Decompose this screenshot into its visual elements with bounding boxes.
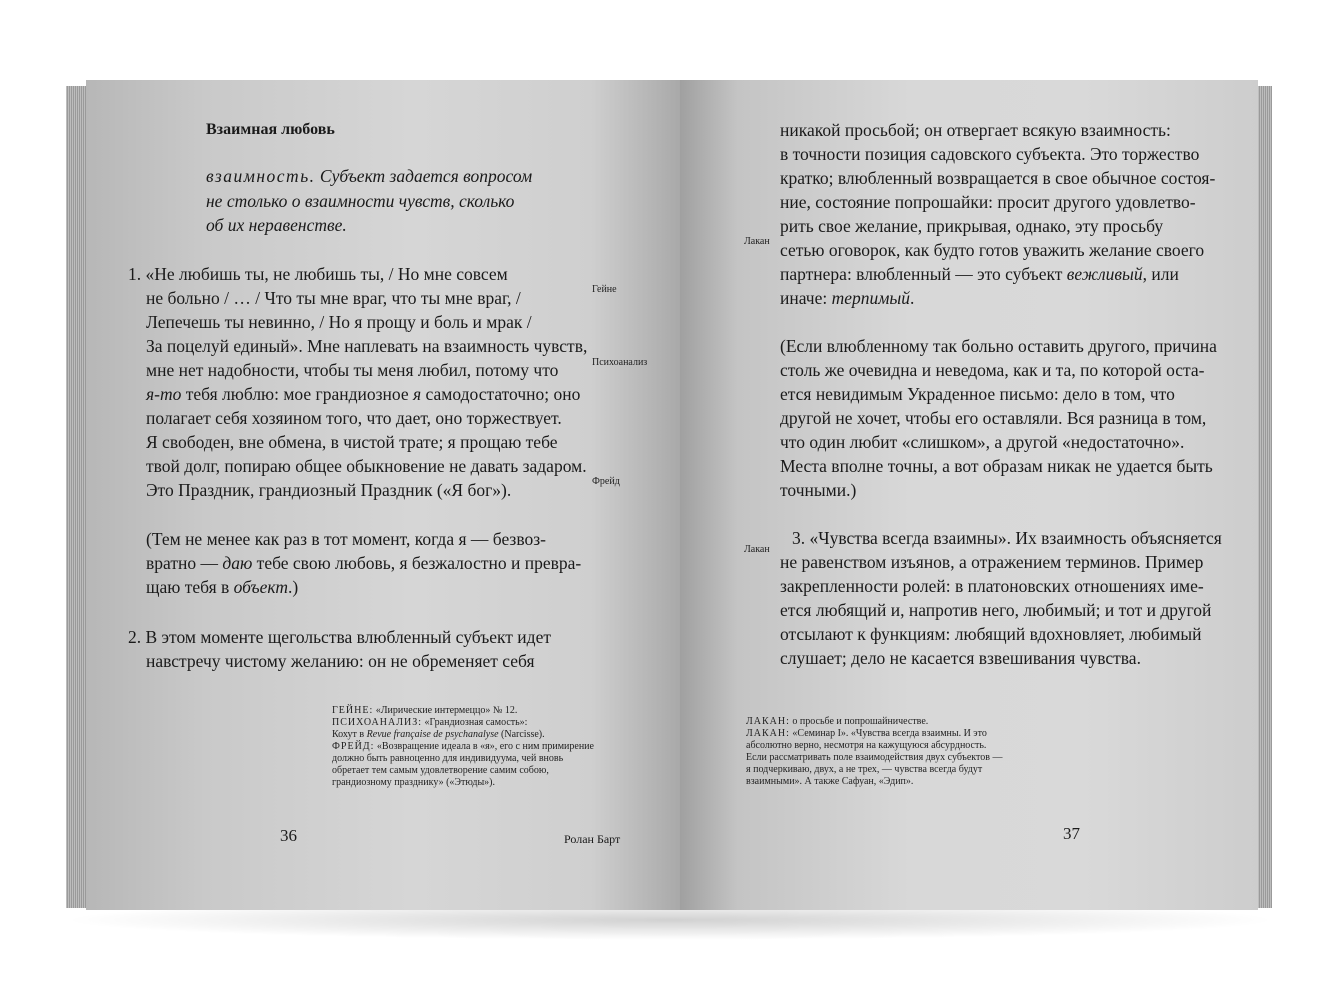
p1-line-5: мне нет надобности, чтобы ты меня любил, потому что — [146, 360, 559, 380]
r-footnote-3: абсолютно верно, несмотря на кажущуюся абсурдность. — [746, 740, 987, 751]
r-footnote-2 — [746, 728, 987, 741]
margin-note-freud: Фрейд — [592, 476, 620, 487]
footnote-kohut — [332, 729, 545, 742]
r-paren-1: (Если влюбленному так больно оставить другого, причина — [780, 336, 1217, 356]
p1-line-2: не больно / … / Что ты мне враг, что ты мне враг, / — [146, 288, 521, 308]
paren-line-3 — [146, 575, 298, 599]
p1-line-10: Это Праздник, грандиозный Праздник («Я бог»). — [146, 480, 512, 500]
r-paren-6: Места вполне точны, а вот образам никак не удается быть — [780, 456, 1213, 476]
paren-line-2 — [146, 551, 581, 575]
definition-line-3: об их неравенстве. — [206, 215, 347, 235]
r-l7-a: партнера: влюбленный — это субъект — [780, 264, 1067, 284]
fn-kohut-italic: Revue française de psychanalyse — [366, 729, 499, 740]
definition-rest: Субъект задается вопросом — [319, 166, 533, 186]
r-l8-b: . — [910, 288, 915, 308]
p1-line-1: 1. «Не любишь ты, не любишь ты, / Но мне совсем — [128, 264, 508, 284]
r-p3-4: ется любящий и, напротив него, любимый; и тот и другой — [780, 600, 1212, 620]
paren3-b: .) — [287, 577, 299, 597]
footnote-freud-4: грандиозному празднику» («Этюды»). — [332, 777, 495, 788]
margin-note-lacan-1: Лакан — [744, 236, 770, 247]
definition-line-2: не столько о взаимности чувств, сколько — [206, 191, 515, 211]
fn-kohut-a: Кохут в — [332, 729, 367, 740]
p1-line-9: твой долг, попираю общее обыкновение не давать задаром. — [146, 456, 587, 476]
definition-line-1 — [206, 164, 532, 188]
margin-note-lacan-2: Лакан — [744, 544, 770, 555]
right-page — [680, 80, 1258, 910]
paren3-a: щаю тебя в — [146, 577, 234, 597]
p1-l6-mid: тебя люблю: мое грандиозное — [181, 384, 414, 404]
r-line-3: кратко; влюбленный возвращается в свое обычное состоя- — [780, 168, 1216, 188]
r-paren-7: точными.) — [780, 480, 857, 500]
fn-freud-text: «Возвращение идеала в «я», его с ним примирение — [376, 741, 594, 752]
p1-italic-ya: я — [413, 384, 422, 404]
footnote-freud-2: должно быть равноценно для индивидуума, чей вновь — [332, 753, 564, 764]
margin-note-psychoanalysis: Психоанализ — [592, 357, 648, 368]
fn-freud-label: ФРЕЙД: — [332, 741, 375, 752]
left-page — [86, 80, 680, 910]
paren-line-1: (Тем не менее как раз в тот момент, когда я — безвоз- — [146, 529, 546, 549]
r-l8-a: иначе: — [780, 288, 832, 308]
p2-line-1: 2. В этом моменте щегольства влюбленный субъект идет — [128, 627, 551, 647]
definition-word: взаимность. — [206, 166, 316, 186]
p1-line-3: Лепечешь ты невинно, / Но я прощу и боль и мрак / — [146, 312, 532, 332]
fn-psycho-label: ПСИХОАНАЛИЗ: — [332, 717, 423, 728]
paren2-b: тебе свою любовь, я безжалостно и превра- — [252, 553, 582, 573]
p1-line-8: Я свободен, вне обмена, в чистой трате; я прощаю тебе — [146, 432, 558, 452]
fn-psycho-text: «Грандиозная самость»: — [424, 717, 528, 728]
p1-italic-ya-to: я-то — [146, 384, 182, 404]
footnote-psychoanalysis — [332, 717, 527, 730]
footnote-freud — [332, 741, 594, 754]
r-line-1: никакой просьбой; он отвергает всякую взаимность: — [780, 120, 1171, 140]
fn-heine-label: ГЕЙНЕ: — [332, 705, 374, 716]
r-p3-5: отсылают к функциям: любящий вдохновляет, любимый — [780, 624, 1202, 644]
p1-line-7: полагает себя хозяином того, что дает, оно торжествует. — [146, 408, 562, 428]
left-page-edges — [66, 86, 88, 908]
r-fn2-label: ЛАКАН: — [746, 728, 790, 739]
r-paren-4: другой не хочет, чтобы его оставляли. Вся разница в том, — [780, 408, 1207, 428]
r-p3-3: закрепленности ролей: в платоновских отношениях име- — [780, 576, 1204, 596]
running-author: Ролан Барт — [564, 832, 621, 846]
r-footnote-4: Если рассматривать поле взаимодействия двух субъектов — — [746, 752, 1003, 763]
paren2-italic: даю — [222, 553, 253, 573]
r-fn1-text: о просьбе и попрошайничестве. — [792, 716, 929, 727]
r-line-2: в точности позиция садовского субъекта. Это торжество — [780, 144, 1200, 164]
r-p3-2: не равенством изъянов, а отражением терминов. Пример — [780, 552, 1204, 572]
page-number-right: 37 — [1063, 824, 1080, 843]
r-line-7 — [780, 262, 1179, 286]
fn-heine-text: «Лирические интермеццо» № 12. — [375, 705, 518, 716]
r-p3-1: 3. «Чувства всегда взаимны». Их взаимность объясняется — [792, 528, 1222, 548]
r-line-8 — [780, 286, 914, 310]
paren2-a: вратно — — [146, 553, 223, 573]
p1-line-6 — [146, 382, 580, 406]
p1-line-4: За поцелуй единый». Мне наплевать на взаимность чувств, — [146, 336, 588, 356]
r-paren-2: столь же очевидна и неведома, как и та, по которой оста- — [780, 360, 1205, 380]
r-p3-6: слушает; дело не касается взвешивания чувства. — [780, 648, 1141, 668]
chapter-title: Взаимная любовь — [206, 121, 335, 138]
r-footnote-1 — [746, 716, 928, 729]
r-line-4: ние, состояние попрошайки: просит другого удовлетво- — [780, 192, 1196, 212]
r-l8-italic: терпимый — [831, 288, 911, 308]
p1-l6-end: самодостаточно; оно — [421, 384, 581, 404]
r-footnote-6: взаимными». А также Сафуан, «Эдип». — [746, 776, 914, 787]
r-paren-5: что один любит «слишком», а другой «недостаточно». — [780, 432, 1185, 452]
r-line-6: сетью оговорок, как будто готов уважить желание своего — [780, 240, 1205, 260]
footnote-freud-3: обретает тем самым удовлетворение самим собою, — [332, 765, 549, 776]
r-fn1-label: ЛАКАН: — [746, 716, 790, 727]
r-paren-3: ется невидимым Украденное письмо: дело в том, что — [780, 384, 1175, 404]
fn-kohut-b: (Narcisse). — [498, 729, 545, 740]
r-footnote-5: я подчеркиваю, двух, а не трех, — чувства всегда будут — [746, 764, 983, 775]
footnote-heine — [332, 705, 517, 718]
r-l7-italic: вежливый — [1066, 264, 1143, 284]
p2-line-2: навстречу чистому желанию: он не обременяет себя — [146, 651, 535, 671]
paren3-italic: объект — [233, 577, 288, 597]
margin-note-heine: Гейне — [592, 284, 617, 295]
page-number-left: 36 — [280, 826, 297, 845]
r-l7-b: , или — [1142, 264, 1179, 284]
r-fn2-text: «Семинар I». «Чувства всегда взаимны. И это — [792, 728, 987, 739]
r-line-5: рить свое желание, прикрывая, однако, эту просьбу — [780, 216, 1164, 236]
